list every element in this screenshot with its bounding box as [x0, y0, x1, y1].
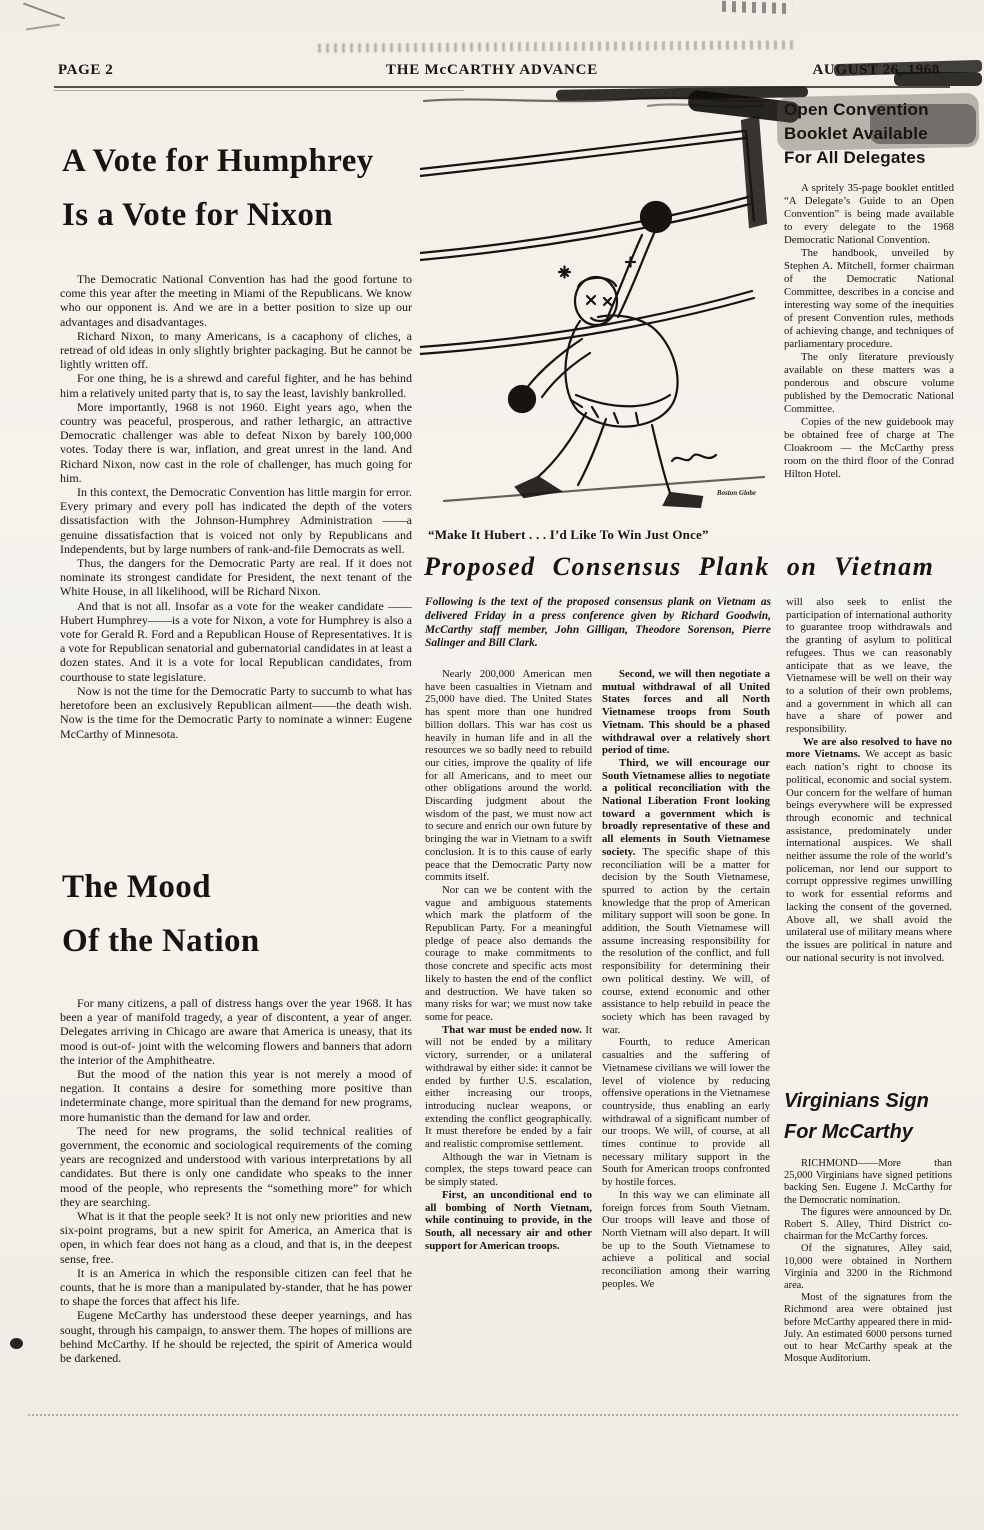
paragraph — [786, 736, 952, 965]
paragraph — [425, 668, 592, 884]
masthead: THE McCARTHY ADVANCE — [385, 62, 599, 78]
headline-booklet — [784, 98, 960, 170]
header-rule — [54, 86, 950, 88]
text-segment: Second, we will then negotiate a mutual withdrawal of all United States forces and all North Vietnamese troops from South Vietnam. This should be a phased withdrawal over a relatively short period of time. — [602, 668, 770, 757]
page-number: PAGE 2 — [58, 62, 114, 78]
cartoon-credit: Boston Globe — [716, 489, 756, 497]
text-segment: RICHMOND——More than 25,000 Virginians have signed petitions backing Sen. Eugene J. McCarthy for the Democratic nomination. — [784, 1158, 952, 1206]
paragraph — [786, 596, 952, 736]
paragraph — [60, 684, 412, 741]
paragraph — [60, 556, 412, 599]
scan-artifact — [23, 3, 65, 20]
scan-artifact — [722, 1, 792, 14]
headline-line: For McCarthy — [784, 1121, 913, 1143]
paragraph — [60, 599, 412, 684]
paragraph — [60, 1266, 412, 1309]
paragraph — [60, 1067, 412, 1124]
headline-line: Virginians Sign — [784, 1090, 929, 1112]
text-segment: Although the war in Vietnam is complex, the steps toward peace can be simply stated. — [425, 1150, 592, 1189]
boxer-cartoon-illustration — [420, 95, 772, 523]
text-segment: Third, we will encourage our South Vietnamese allies to negotiate a political reconciliation with the National Liberation Front looking toward a government which is broadly representative of these and all elements in South Vietnamese society. — [602, 756, 770, 858]
headline-line: Is a Vote for Nixon — [62, 197, 334, 233]
scan-artifact — [318, 40, 796, 52]
article-body-booklet — [784, 182, 954, 550]
text-segment: It is an America in which the responsible citizen can feel that he counts, that he is more than a manipulated by-stander, that he has power to shape the forces that affect his life. — [60, 1265, 412, 1309]
scan-artifact — [26, 24, 60, 31]
headline-line: The Mood — [62, 869, 211, 905]
paragraph — [425, 1024, 592, 1151]
text-segment: Most of the signatures from the Richmond area were obtained just before McCarthy appeared there in mid-July. An estimated 6000 persons turned out to hear McCarthy speak at the Mosque Auditorium. — [784, 1292, 952, 1365]
text-segment: It will not be ended by a military victory, surrender, or a unilateral withdrawal by either side: it cannot be ended by further U.S. escalation, either increasing our troops, introducing nuclear weapons, or extending the conflict geographically. It must therefore be ended by a fair and realistic compromise settlement. — [425, 1023, 592, 1151]
text-segment: Nearly 200,000 American men have been casualties in Vietnam and 25,000 have died. The United States has spent more than one hundred billion dollars. This war has cost us heavily in human life and in all the resources we so badly need to rebuild our cities, improve the quality of life for all Americans, and to meet our other obligations around the world. Discarding judgment about the wisdom of the past, we must now act to secure and enrich our own future by bringing the war in Vietnam to a swift conclusion. It is to this cause of early peace that the Democratic Party now commits itself. — [425, 668, 592, 884]
text-segment: More importantly, 1968 is not 1960. Eight years ago, when the country was peaceful, prosperous, and rather lethargic, an attractive Democratic challenger was able to defeat Nixon by barely 100,000 votes. Today there is war, inflation, and great unrest in the land. And Richard Nixon, now cast in the role of challenger, has much going for him. — [60, 399, 412, 485]
text-segment: For one thing, he is a shrewd and careful fighter, and he has behind him a relatively united party that is, to say the least, lavishly bankrolled. — [60, 371, 412, 400]
paragraph — [60, 371, 412, 399]
editorial-cartoon — [420, 95, 772, 523]
paragraph — [60, 400, 412, 485]
plank-column-3 — [786, 596, 952, 1076]
text-segment: And that is not all. Insofar as a vote for the weaker candidate ——Hubert Humphrey——is a vote for Nixon, a vote for Humphrey is also a vote for Gerald R. Ford and a Republican House of Representatives. It is a vote for Republican senatorial and gubernatorial candidates in at least a dozen states. And it is a vote for local Republican candidates, from courthouse to state legislature. — [60, 598, 412, 684]
text-segment: Now is not the time for the Democratic Party to succumb to what has heretofore been an exclusively Republican ailment——the death wish. Now is the time for the Democratic Party to nominate a winner: Eugene McCarthy of Minnesota. — [60, 683, 412, 741]
text-segment: In this way we can eliminate all foreign forces from South Vietnam. Our troops will leave and those of North Vietnam will also depart. It will be up to the South Vietnamese to achieve a political and social reconciliation among their warring peoples. We — [602, 1188, 770, 1290]
headline-line: For All Delegates — [784, 148, 926, 167]
paragraph — [60, 1124, 412, 1209]
paragraph — [784, 1207, 952, 1244]
paragraph — [425, 884, 592, 1024]
paragraph — [784, 351, 954, 416]
text-segment: The figures were announced by Dr. Robert S. Alley, Third District co-chairman for the McCarthy forces. — [784, 1206, 952, 1243]
paragraph — [60, 272, 412, 329]
paragraph — [602, 757, 770, 1036]
text-segment: Nor can we be content with the vague and ambiguous statements which mark the platform of the Republican Party. For a meaningful pledge of peace also demands the courage to make commitments to those concrete and specific acts most likely to hasten the end of the conflict and destruction. We have taken so many risks for war; we must now take some for peace. — [425, 883, 592, 1023]
headline-humphrey — [62, 134, 422, 242]
page-header — [0, 60, 984, 86]
text-segment: In this context, the Democratic Convention has little margin for error. Every primary and every poll has indicated the depth of the voters dissatisfaction with the Johnson-Humphrey Administration ——a genuine dissatisfaction that is voiced not only by Republicans and Independents, but by large numbers of rank-and-file Democrats as well. — [60, 485, 412, 556]
scan-artifact — [10, 1338, 23, 1349]
article-body-humphrey — [60, 272, 412, 780]
text-segment: Richard Nixon, to many Americans, is a cacaphony of cliches, a retread of old ideas in only slightly brighter packaging. But he cannot be lightly written off. — [60, 328, 412, 372]
text-segment: What is it that the people seek? It is not only new priorities and new six-point programs, but a new spirit for America, an America that is open, in which fear does not hang as a cloud, and that is, in the deepest sense, free. — [60, 1209, 412, 1266]
text-segment: The need for new programs, the solid technical realities of government, the economic and sociological requirements of the coming years are recognized and understood with various interpretations by all candidates. But there is only one candidate who speaks to the inner mood of the people, who represents the “something more” for which they are searching. — [60, 1123, 412, 1209]
headline-line: Of the Nation — [62, 923, 260, 959]
plank-column-1 — [425, 668, 592, 1400]
text-segment: Thus, the dangers for the Democratic Party are real. If it does not nominate its strongest candidate for President, the next tenant of the White House, in all likelihood, will be Richard Nixon. — [60, 556, 412, 599]
plank-column-2 — [602, 668, 770, 1402]
text-segment: A spritely 35-page booklet entitled “A Delegate’s Guide to an Open Convention” is being made available to every delegate to the 1968 Democratic National Convention. — [784, 182, 954, 246]
headline-virginians — [784, 1086, 974, 1148]
header-rule-secondary — [54, 90, 464, 91]
paragraph — [60, 996, 412, 1067]
text-segment: For many citizens, a pall of distress hangs over the year 1968. It has been a year of manifold tragedy, a year of discontent, a year of anger. Delegates arriving in Chicago are aware that America is uneasy, that its mood is out-of- joint with the welcoming flowers and banners that adorn the interior of the Amphitheatre. — [60, 996, 412, 1067]
paragraph — [784, 1158, 952, 1207]
text-segment: Eugene McCarthy has understood these deeper yearnings, and has sought, through his campaign, to answer them. The hopes of millions are behind McCarthy. If he should be rejected, the spirit of America would be darkened. — [60, 1308, 412, 1366]
text-segment: will also seek to enlist the participation of international authority to guarantee troop withdrawals and the granting of asylum to political refugees. Thus we can reasonably anticipate that as we leave, the Vietnamese will be well on their way to a solution of their own problems, and a government in which all can have a share of power and responsibility. — [786, 596, 952, 736]
paragraph — [60, 329, 412, 372]
paragraph — [60, 485, 412, 556]
issue-date: AUGUST 26, 1968 — [812, 62, 940, 78]
headline-plank: Proposed Consensus Plank on Vietnam — [424, 552, 935, 581]
headline-line: Booklet Available — [784, 124, 928, 143]
paragraph — [425, 1151, 592, 1189]
paragraph — [602, 1036, 770, 1188]
paragraph — [784, 1243, 952, 1292]
paragraph — [602, 668, 770, 757]
text-segment: But the mood of the nation this year is not merely a mood of negation. It contains a desire for something more positive than indeterminate change, more spiritual than the demand for new programs, more humanistic than the demand for law and order. — [60, 1067, 412, 1124]
text-segment: The only literature previously available on these matters was a ponderous and obscure volume published by the Democratic National Committee. — [784, 351, 954, 415]
headline-line: Open Convention — [784, 100, 929, 119]
text-segment: The Democratic National Convention has had the good fortune to come this year after the meeting in Miami of the Republicans. We know who our opponent is. And we are in a better position to size up our advantages and disadvantages. — [60, 272, 412, 329]
text-segment: That war must be ended now. — [442, 1023, 586, 1036]
paragraph — [784, 416, 954, 481]
paragraph — [784, 182, 954, 247]
text-segment: The handbook, unveiled by Stephen A. Mitchell, former chairman of the Democratic National Committee, describes in a concise and interesting way some of the inequities of present Convention rules, methods of achieving change, and techniques of parliamentary procedure. — [784, 247, 954, 350]
text-segment: Copies of the new guidebook may be obtained free of charge at The Cloakroom — the McCarthy press room on the third floor of the Conrad Hilton Hotel. — [784, 416, 954, 480]
headline-mood — [62, 860, 382, 968]
text-segment: First, an unconditional end to all bombing of North Vietnam, while continuing to provide, in the South, all necessary air and other support for American troops. — [425, 1188, 592, 1252]
text-segment: Of the signatures, Alley said, 10,000 were obtained in Northern Virginia and 3200 in the Richmond area. — [784, 1243, 952, 1292]
paragraph — [60, 1308, 412, 1365]
text-segment: The specific shape of this reconciliation will be a matter for decision by the South Vietnamese, spurred to action by the certain knowledge that the prop of American military support will soon be gone. In addition, the South Vietnamese will assume increasing responsibility for the resolution of the conflict, and full responsibility for determining their own political destiny. We will, of course, extend economic and other assistance to help rebuild in peace the society which has been ravaged by war. — [602, 845, 770, 1036]
scan-artifact — [28, 1414, 958, 1416]
paragraph — [602, 1189, 770, 1291]
text-segment: Fourth, to reduce American casualties and the suffering of Vietnamese civilians we will lower the level of violence by reducing offensive operations in the Vietnamese countryside, thus enabling an early withdrawal of a significant number of our troops. We will, of course, at all times continue to provide all necessary military support in the South for American troops confronted by hostile forces. — [602, 1036, 770, 1189]
cartoon-caption: “Make It Hubert . . . I’d Like To Win Just Once” — [428, 527, 709, 542]
article-body-mood — [60, 996, 412, 1406]
plank-intro: Following is the text of the proposed consensus plank on Vietnam as delivered Friday in a press conference given by Richard Goodwin, McCarthy staff member, John Gilligan, Theodore Sorenson, Pierre Salinger and Bill Clark. — [425, 596, 771, 650]
text-segment: We are also resolved to have no more Vietnams. — [786, 735, 952, 761]
paragraph — [784, 1292, 952, 1365]
article-body-virginians — [784, 1158, 952, 1406]
paragraph — [425, 1189, 592, 1253]
headline-line: A Vote for Humphrey — [62, 143, 374, 179]
text-segment: We accept as basic each nation’s right to choose its political, economic and social system. Our concern for the welfare of human beings everywhere will be expressed through economic and technical assistance, predominately under international auspices. We shall neither assume the role of the world’s policeman, nor lend our support to corrupt oppressive regimes unwilling to work for essential reforms and lacking the consent of the governed. Above all, we shall avoid the unilateral use of military means where the issues are political in nature and our national security is not involved. — [786, 748, 952, 964]
paragraph — [784, 247, 954, 351]
paragraph — [60, 1209, 412, 1266]
